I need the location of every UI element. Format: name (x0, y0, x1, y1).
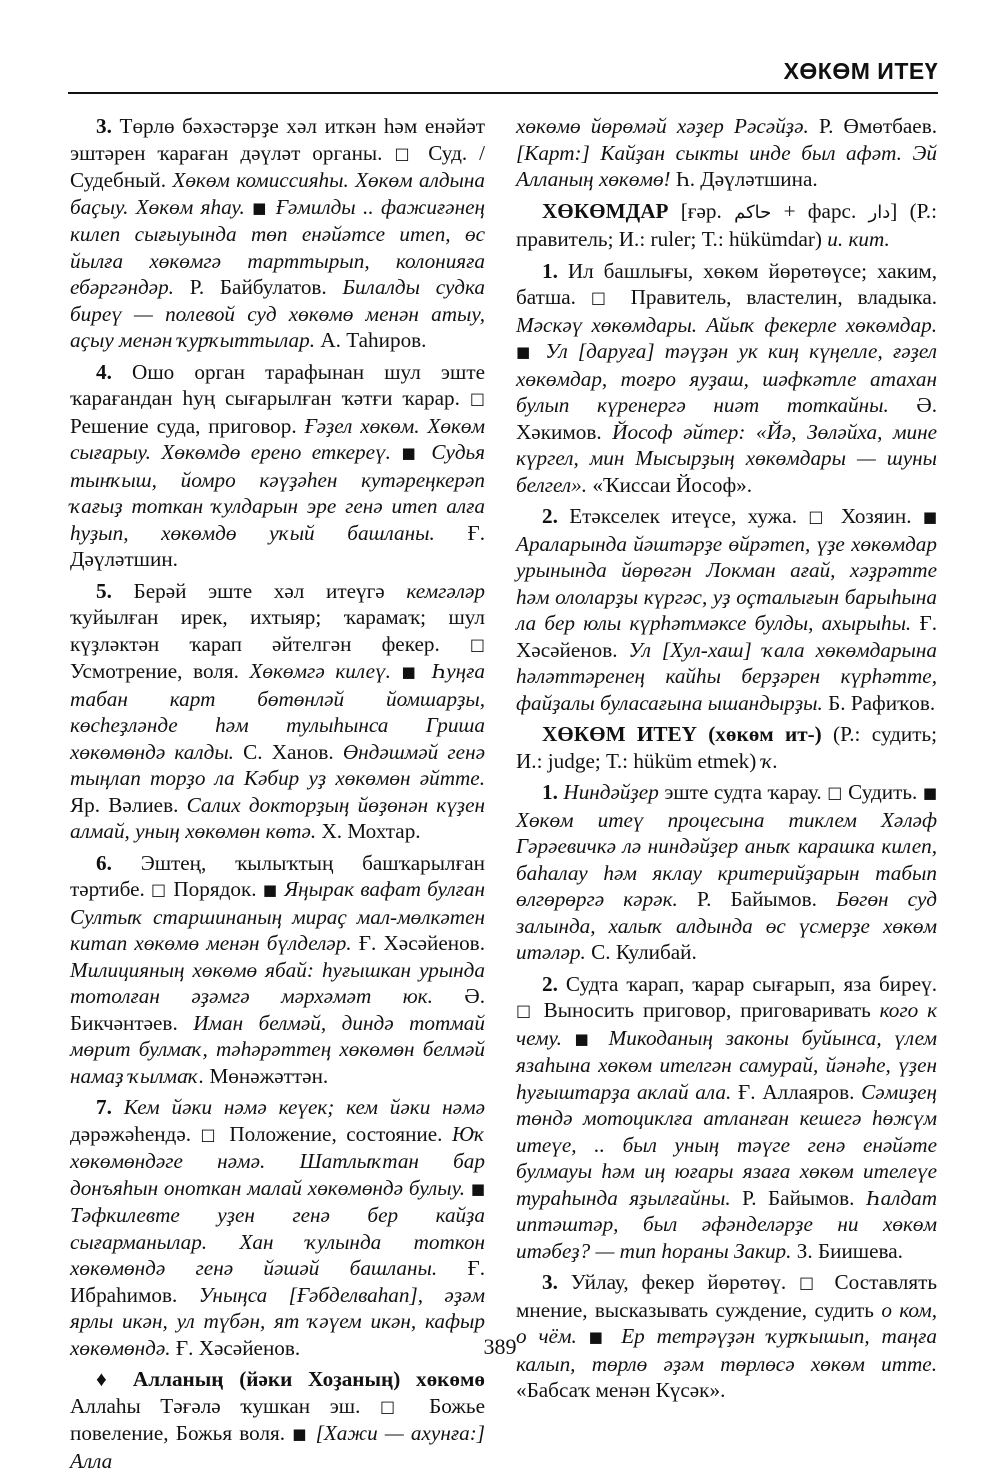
definition: Ниндәйҙер (563, 780, 659, 804)
collocations: Хөкөм комиссияһы. Хөкөм алдына баҫыу. Хөкөм яһау. (70, 168, 486, 219)
headword: ХӨКӨМ ИТЕҮ (хөкөм ит-) (542, 722, 822, 746)
black-square-icon: ■ (922, 784, 938, 802)
white-square-icon: □ (516, 1001, 535, 1020)
definition: Аллаһы Тәғәлә ҡушкан эш. (70, 1393, 361, 1418)
source: Яр. Вәлиев. (70, 792, 179, 817)
example: Тәфкилевте уҙен генә бер кайҙа сығарманылар. Хан ҡулында тоткон хөкөмөндә генә йәшәй башланы. (70, 1203, 485, 1280)
black-square-icon: ■ (292, 1425, 309, 1443)
page-number: 389 (483, 1334, 517, 1359)
translation: Положение, состояние. (229, 1121, 443, 1146)
example: Сәмиҙең төндә мотоциклға атланған кешегә һөжүм итеүе, .. был уның тәүге генә енәйәте булмауы һәм иң юғары язаға хөкөм ителеүе тураһында яҙылғайны. (516, 1079, 938, 1210)
idiom (70, 1366, 485, 1474)
white-square-icon: □ (151, 880, 168, 899)
black-square-icon: ■ (922, 508, 938, 526)
grammar-note: о ком, о чём. (516, 1297, 938, 1348)
left-column (70, 113, 485, 1479)
source: Р. Байбулатов. (189, 275, 327, 299)
example: Йософ әйтер: «Йә, Зөләйха, мине күргел, мин Мысырҙың хөкөмдары — шуны белгел». (516, 419, 937, 497)
black-square-icon: ■ (401, 663, 422, 681)
source: Ғ. Ибраһимов. (70, 1256, 485, 1307)
example: Ер тетрәүҙән ҡурҡышып, таңға калып, төрлө әҙәм төрлөсә хөкөм итте. (516, 1324, 937, 1376)
example: Микоданың законы буйынса, үлем язаһына хөкөм ителгән самурай, йәнәһе, үҙен һуғыштарҙа аклай ала. (516, 1025, 937, 1104)
sense-2 (516, 503, 937, 716)
source: Б. Рафиҡов. (828, 690, 936, 715)
translation: Решение суда, приговор. (70, 413, 297, 438)
grammar-note: кого к чему. (516, 998, 937, 1050)
source: С. Кулибай. (591, 940, 697, 964)
white-square-icon: □ (590, 288, 616, 307)
definition: Судта ҡарап, ҡарар сығарып, яза биреү. (565, 971, 937, 996)
translation: Суд. / Судебный. (70, 140, 485, 192)
black-square-icon: ■ (574, 1029, 596, 1048)
source: З. Биишева. (796, 1238, 903, 1263)
source: Ә. Бикчәнтәев. (70, 984, 485, 1035)
source: «Бабсаҡ менән Күсәк». (516, 1378, 726, 1402)
definition: эште судта ҡарау. (664, 780, 822, 804)
sense-number: 1. (542, 780, 558, 804)
definition: дәрәжәһендә. (70, 1121, 192, 1146)
running-head: ХӨКӨМ ИТЕҮ (783, 58, 938, 84)
entry-hokom-iteu (516, 721, 937, 774)
collocations: Мәскәү хөкөмдары. Айыҡ фекерле хөкөмдар. (516, 312, 937, 337)
source: Ә. Хәкимов. (516, 393, 938, 444)
translation: Выносить приговор, приговаривать (543, 998, 871, 1022)
sense-3 (70, 113, 485, 354)
grammar-note: кемгәләр (406, 578, 486, 603)
sense-2 (516, 971, 937, 1265)
example: Бөгөн суд залында, халыҡ алдында өс үсмерҙе хөкөм итәләр. (516, 887, 938, 964)
collocations: Юҡ хөкөмөндәге нәмә. Шатлыҡтан бар донъяһын оноткан малай хөкөмөндә булыу. (70, 1121, 486, 1200)
source: Ғ. Аллаяров. (738, 1079, 855, 1104)
source: Ғ. Хәсәйенов. (175, 1335, 301, 1360)
example: Яңырак вафат булған Султыҡ старшинаның мираҫ мал-мөлкәтен китап хөкөмө менән бүлделәр. (70, 877, 485, 955)
white-square-icon: □ (798, 1273, 822, 1292)
source: Һ. Дәүләтшина. (675, 167, 818, 191)
header-rule (68, 92, 938, 94)
example: Милицияның хөкөмө ябай: һуғышкан урында тотолған әҙәмгә мәрхәмәт юк. (70, 957, 485, 1008)
translation: Правитель, властелин, владыка. (630, 285, 938, 309)
white-square-icon: □ (808, 507, 830, 526)
white-square-icon: □ (469, 389, 485, 408)
black-square-icon: ■ (516, 343, 536, 361)
idiom-headword: Алланың (йәки Хоҙаның) хөкөмө (132, 1367, 486, 1391)
definition: Уйлау, фекер йөрөтөү. (570, 1270, 787, 1294)
etymology: ] (Р.: правитель; И.: ruler; Т.: hükümdar) (516, 198, 937, 251)
sense-number: 4. (96, 359, 112, 384)
sense-number: 3. (542, 1270, 558, 1294)
etymology: (Р.: судить; И.: judge; Т.: hüküm etmek) (516, 722, 938, 773)
white-square-icon: □ (827, 783, 843, 802)
sense-number: 2. (542, 504, 558, 528)
example: Иман белмәй, диндә тотмай мөрит булмаҡ, тәһәрәттең хөкөмөн белмәй намаҙ ҡылмаҡ. (70, 1010, 485, 1088)
collocations: Хөкөмгә килеү. (249, 659, 391, 683)
example: Араларында йәштәрҙе өйрәтеп, үҙе хөкөмдар урынында йөрөгән Локман ағай, хәҙрәтте һәм ололарҙы күргәс, уҙ оҫталығын барыһына ла бер юлы күрһәтмәксе булды, ахырыһы. (516, 531, 937, 635)
black-square-icon: ■ (262, 881, 278, 899)
right-column (516, 113, 937, 1409)
source: Ғ. Дәүләтшин. (70, 520, 485, 571)
persian-word: دار (868, 201, 891, 223)
example: Билалды судка биреү — полевой суд хөкөмө менән атыу, аҫыу менән ҡурҡыттылар. (70, 275, 485, 352)
black-square-icon: ■ (401, 444, 421, 462)
sense-number: 5. (96, 578, 112, 603)
source: С. Ханов. (243, 739, 334, 764)
sense-number: 1. (542, 258, 558, 283)
white-square-icon: □ (469, 634, 486, 654)
sense-1 (516, 258, 937, 499)
diamond-icon: ♦ (96, 1367, 118, 1391)
sense-number: 7. (96, 1095, 112, 1119)
definition: Етәкселек итеүсе, хужа. (569, 504, 798, 528)
example: Ғәмилды .. фажиғәнең килеп сығыуында төп енәйәтсе итеп, өс йылға хөкөмгә тарттырып, колонияға ебәргәндәр. (70, 194, 486, 299)
definition: Эштең, ҡылыҡтың башҡарылған тәртибе. (70, 850, 486, 901)
headword: ХӨКӨМДАР (542, 198, 669, 223)
example: [Хажи — ахунға:] Алла (70, 1421, 486, 1473)
white-square-icon: □ (380, 1396, 410, 1416)
sense-1 (516, 779, 937, 966)
source: Р. Байымов. (696, 887, 817, 911)
sense-number: 3. (96, 114, 112, 138)
source: Мөнәжәттән. (209, 1063, 329, 1088)
source: Ғ. Хәсәйенов. (358, 931, 485, 955)
example: Өндәшмәй генә тыңлап торҙо ла Кәбир уҙ хөкөмөн әйтте. (70, 739, 485, 790)
example: Ул [дарyға] тәүҙән ук киң күңелле, ғәҙел хөкөмдар, тоғро яуҙаш, шәфкәтле атахан булып күренергә ниәт тоткайны. (516, 339, 937, 417)
arabic-word: حاكم (734, 201, 772, 223)
black-square-icon: ■ (470, 1179, 485, 1198)
definition: Ил башлығы, хөкөм йөрөтөүсе; хаким, батша. (516, 258, 938, 309)
translation: Хозяин. (840, 504, 912, 528)
collocations: Ғәҙел хөкөм. Хөкөм сығарыу. Хөкөмдө ерено еткереү. (70, 413, 485, 464)
translation: Судить. (848, 780, 918, 804)
source: Р. Байымов. (742, 1185, 855, 1210)
example: Салих докторҙың йөҙөнән күҙен алмай, уның хөкөмөн көтә. (70, 792, 485, 843)
example: Уныңса [Ғәбделваһап], әҙәм ярлы икән, ул түбән, ят ҡәүем икән, кафыр хөкөмөндә. (70, 1282, 486, 1360)
etymology: + фарс. (783, 198, 857, 223)
translation: Усмотрение, воля. (70, 659, 239, 683)
example: Һуңға табан карт бөтөнләй йомшарҙы, көсһеҙләнде һәм тулыһынса Гриша хөкөмөндә калды. (70, 659, 485, 764)
definition: Берәй эште хәл итеүгә (133, 578, 385, 603)
translation: Божье повеление, Божья воля. (70, 1393, 486, 1445)
white-square-icon: □ (200, 1124, 220, 1144)
example: [Карт:] Кайҙан сыкты инде был афәт. Эй Алланың хөкөмө! (516, 140, 937, 191)
translation: Порядок. (173, 877, 257, 901)
sense-4 (70, 359, 485, 573)
example: Хөкөм итеү процесына тиклем Хәләф Гәрәевичкә лә ниндәйҙер аныҡ карашка килеп, баһалау һәм яклау критерийҙарын табып өлгөрөргә кәрәк. (516, 807, 937, 911)
definition: ҡуйылған ирек, ихтыяр; ҡарамаҡ; шул күҙләктән ҡарап әйтелгән фекер. (70, 605, 485, 656)
example: Судья тынҡыш, йомро кәүҙәһен кутәреңкерәп ҡағыҙ тоткан ҡулдарын эре генә итеп алға һуҙып, хөкөмдө уҡый башланы. (70, 440, 486, 545)
example: Һалдат иптәштәр, был әфәнделәрҙе ни хөкөм итәбеҙ? — тип һораны Закир. (516, 1185, 938, 1263)
definition: Төрлө бәхәстәрҙе хәл иткән һәм енәйәт эштәрен ҡараған дәүләт органы. (70, 114, 485, 165)
entry-hokomdar (516, 198, 937, 253)
continuation (516, 113, 937, 193)
sense-number: 2. (542, 971, 558, 996)
source: Х. Мохтар. (321, 819, 421, 843)
source: А. Таһиров. (320, 328, 427, 352)
white-square-icon: □ (394, 143, 417, 163)
black-square-icon: ■ (252, 198, 269, 217)
black-square-icon: ■ (588, 1328, 610, 1346)
source: «Ҡиссаи Йософ». (592, 472, 753, 497)
part-of-speech: ҡ. (761, 748, 779, 773)
source: Ғ. Хәсәйенов. (516, 611, 937, 662)
sense-number: 6. (96, 850, 112, 875)
definition: Кем йәки нәмә кеүек; кем йәки нәмә (123, 1095, 485, 1119)
sense-7 (70, 1094, 485, 1361)
sense-5 (70, 578, 485, 845)
source: Р. Өмөтбаев. (818, 114, 937, 138)
example: хөкөмө йөрөмәй хәҙер Рәсәйҙә. (516, 114, 809, 138)
page-header (68, 58, 938, 84)
translation: Составлять мнение, высказывать суждение, судить (516, 1270, 938, 1322)
part-of-speech: и. кит. (827, 227, 890, 251)
etymology: [ғәр. (680, 198, 722, 223)
sense-6 (70, 850, 485, 1090)
example: Ул [Хул-хаш] ҡала хөкөмдарына һәләттәренең кайһы берҙәрен күрһәтте, файҙалы буласағына ышандырҙы. (516, 637, 938, 715)
definition: Ошо орган тарафынан шул эште ҡарағандан һуң сығарылған ҡәтғи ҡарар. (70, 359, 485, 410)
